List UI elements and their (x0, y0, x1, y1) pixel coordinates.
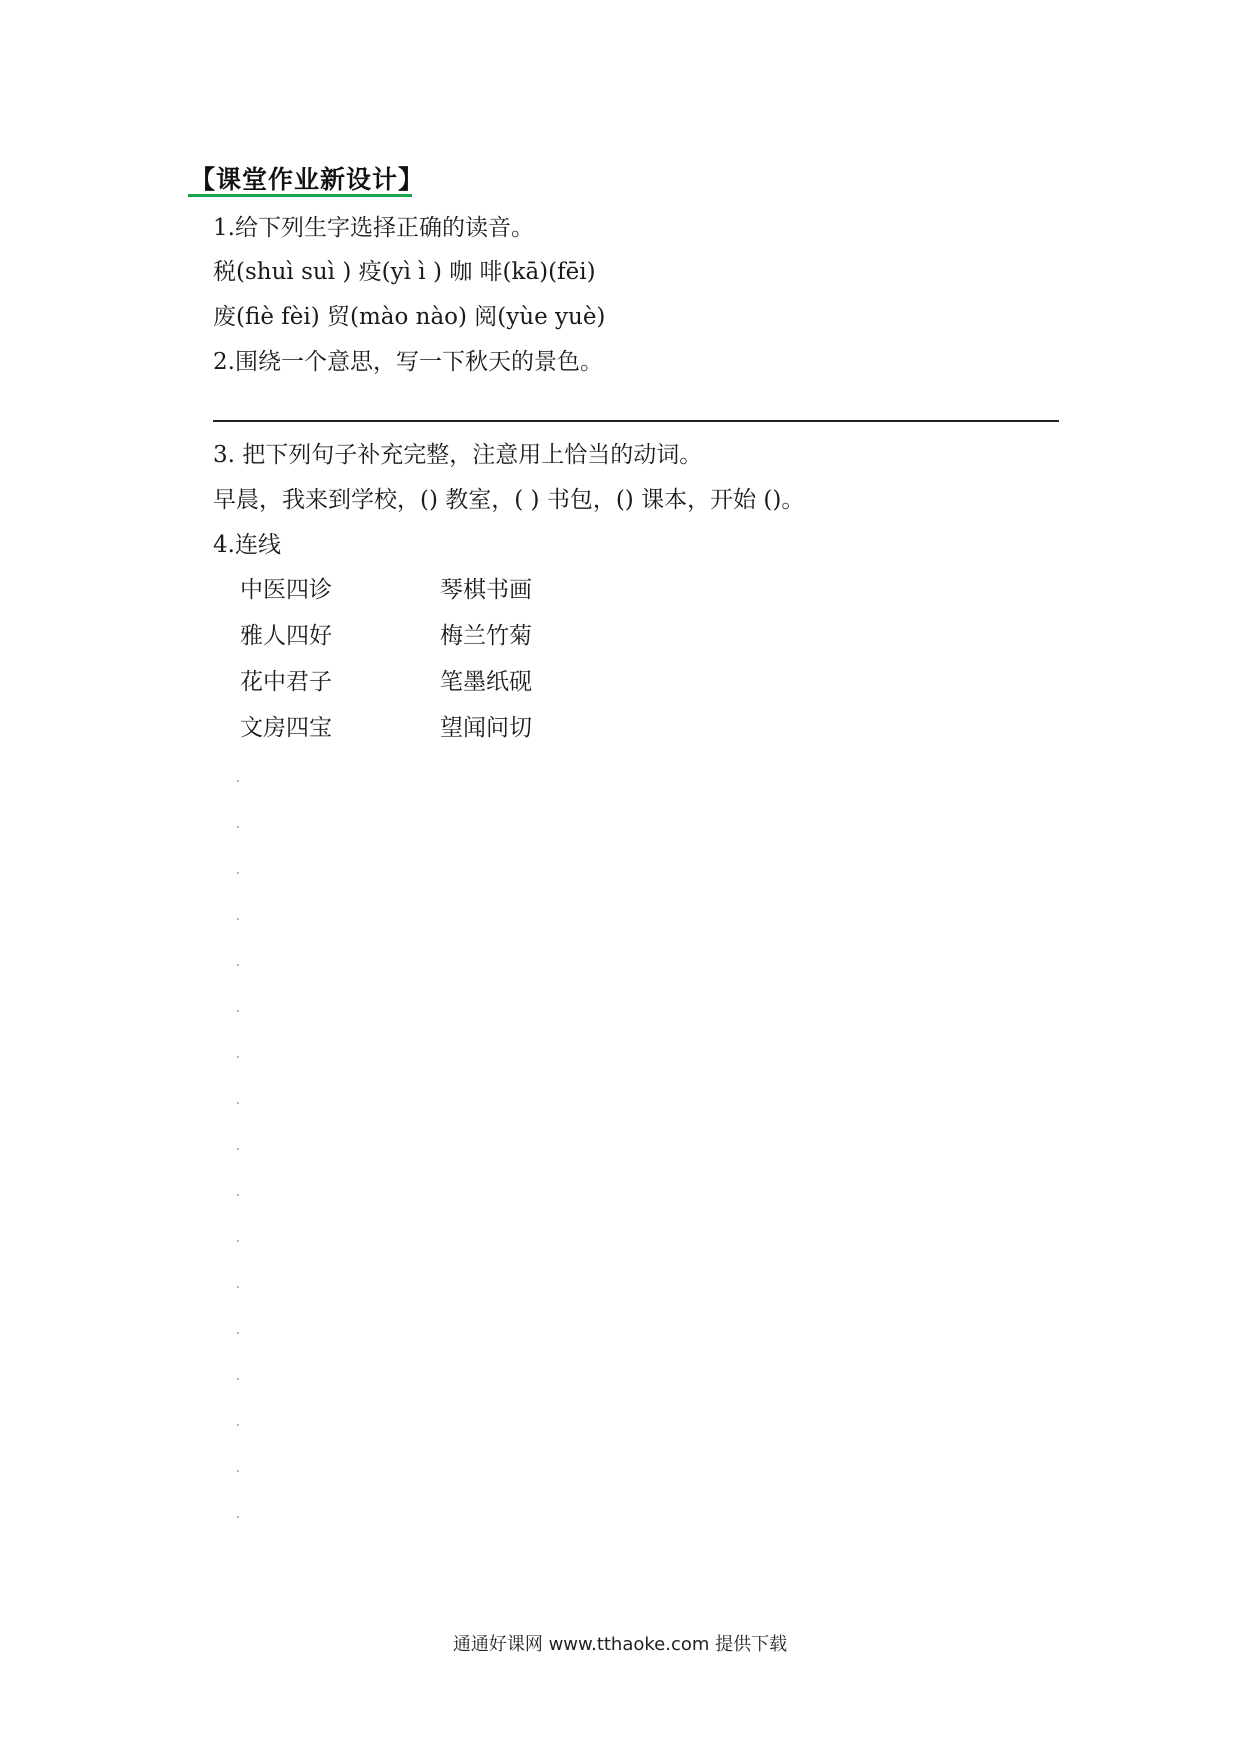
question-1-prompt: 1.给下列生字选择正确的读音。 (213, 215, 534, 241)
question-2-prompt: 2.围绕一个意思，写一下秋天的景色。 (213, 349, 603, 375)
faint-dot (237, 1286, 239, 1288)
question-1-line-2: 废(fiè fèi) 贸(mào nào) 阅(yùe yuè) (213, 304, 606, 330)
match-left-item: 中医四诊 (240, 577, 332, 603)
footer-source-text: 通通好课网 www.tthaoke.com 提供下载 (452, 1634, 788, 1655)
match-right-item: 琴棋书画 (440, 577, 532, 603)
faint-dot (237, 1332, 239, 1334)
match-right-item: 笔墨纸砚 (440, 669, 532, 695)
faint-dot (237, 872, 239, 874)
match-left-item: 花中君子 (240, 669, 332, 695)
question-3-prompt: 3. 把下列句子补充完整，注意用上恰当的动词。 (213, 442, 703, 468)
faint-dot (237, 1516, 239, 1518)
faint-dot (237, 1102, 239, 1104)
faint-dot (237, 964, 239, 966)
faint-dot (237, 1240, 239, 1242)
answer-line (213, 420, 1059, 422)
faint-dot (237, 1056, 239, 1058)
section-title: 【课堂作业新设计】 (190, 165, 425, 194)
faint-dot (237, 1378, 239, 1380)
question-4-prompt: 4.连线 (213, 532, 281, 558)
title-underline (188, 194, 412, 197)
match-left-item: 文房四宝 (240, 715, 332, 741)
faint-dot (237, 780, 239, 782)
match-left-item: 雅人四好 (240, 623, 332, 649)
question-1-line-1: 税(shuì suì ) 疫(yì ì ) 咖 啡(kā)(fēi) (213, 259, 596, 285)
faint-dot (237, 1010, 239, 1012)
faint-dot (237, 1194, 239, 1196)
faint-dot (237, 1470, 239, 1472)
faint-dot (237, 918, 239, 920)
match-right-item: 梅兰竹菊 (440, 623, 532, 649)
faint-dot (237, 1424, 239, 1426)
question-3-sentence: 早晨，我来到学校，() 教室，( ) 书包，() 课本，开始 ()。 (213, 487, 805, 513)
match-right-item: 望闻问切 (440, 715, 532, 741)
faint-dot (237, 1148, 239, 1150)
faint-dot (237, 826, 239, 828)
